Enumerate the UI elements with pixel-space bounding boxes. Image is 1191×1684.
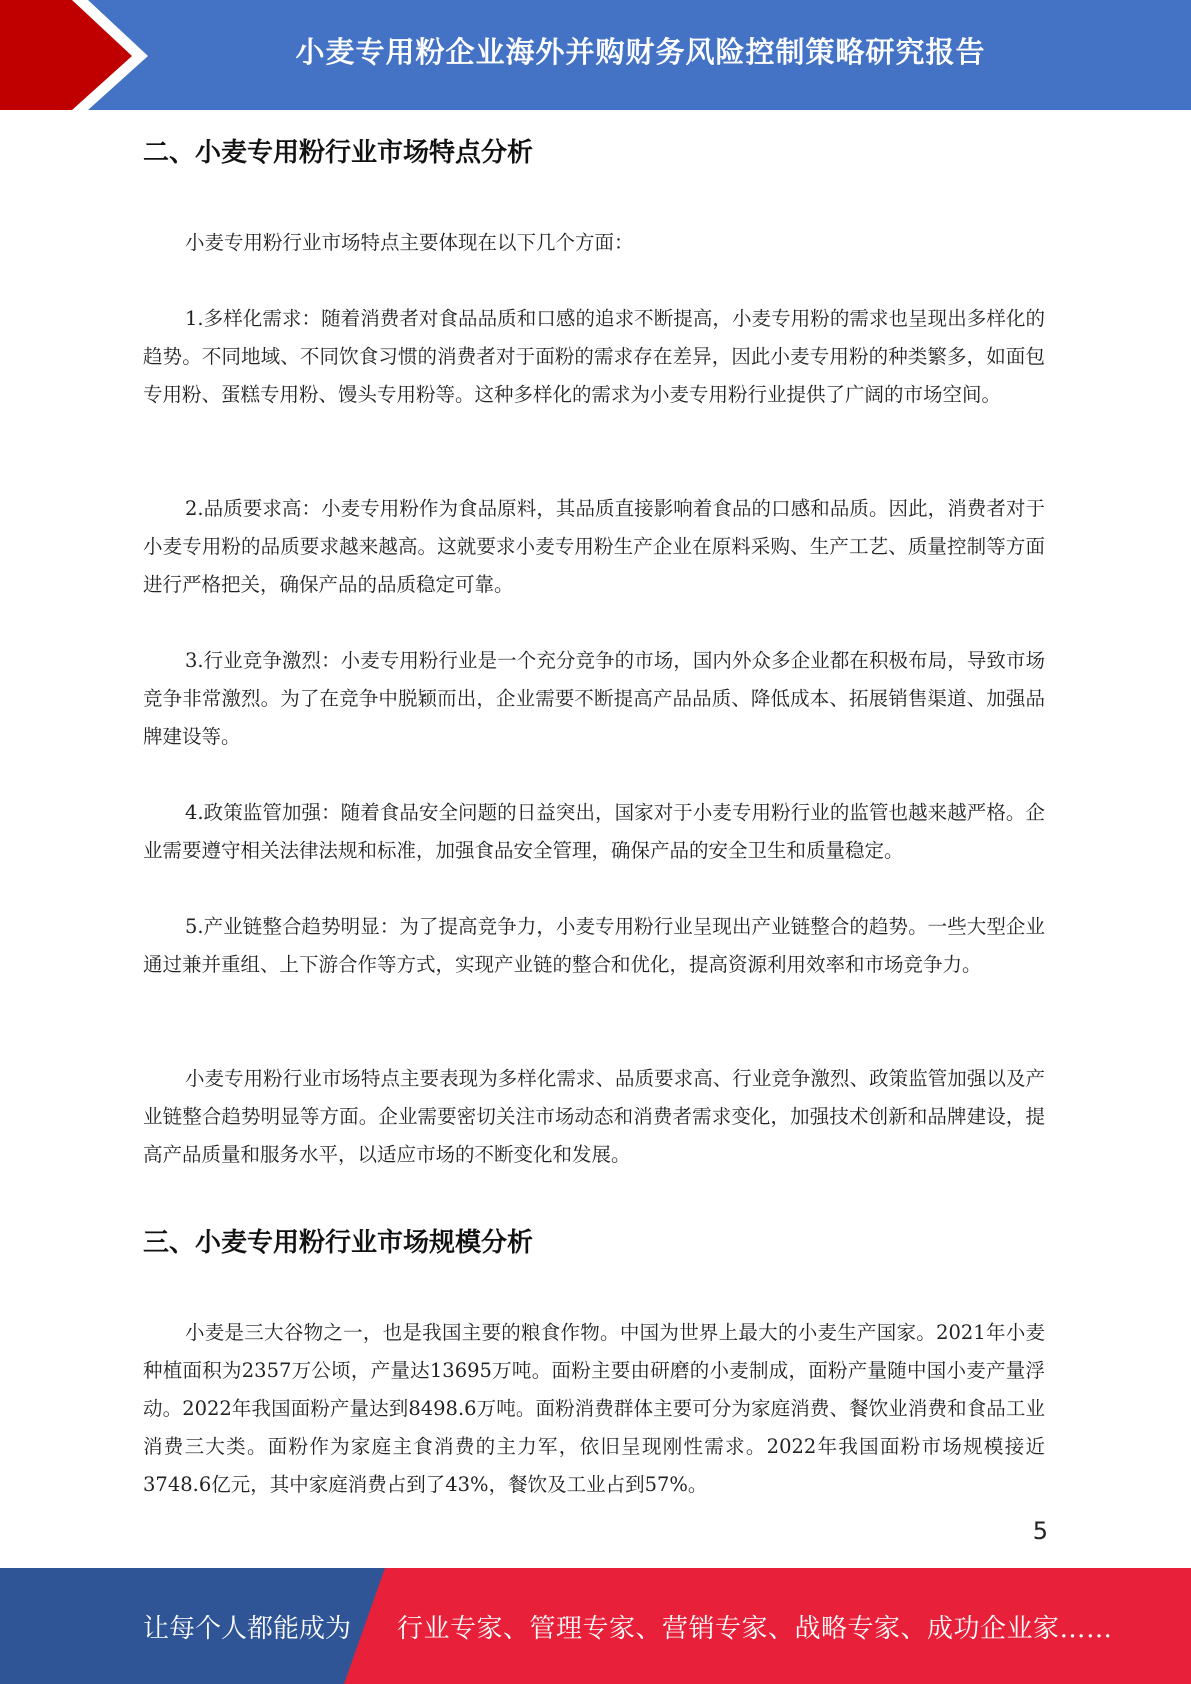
paragraph: 小麦专用粉行业市场特点主要体现在以下几个方面： (185, 231, 634, 254)
paragraph: 5.产业链整合趋势明显：为了提高竞争力，小麦专用粉行业呈现出产业链整合的趋势。一些大型企业通过兼并重组、上下游合作等方式，实现产业链的整合和优化，提高资源利用效率和市场竞争力。 (143, 915, 1045, 976)
header-arrow-decoration (0, 0, 160, 110)
section-heading: 二、小麦专用粉行业市场特点分析 (143, 138, 534, 168)
report-title: 小麦专用粉企业海外并购财务风险控制策略研究报告 (295, 34, 986, 69)
paragraph: 小麦专用粉行业市场特点主要表现为多样化需求、品质要求高、行业竞争激烈、政策监管加强以及产业链整合趋势明显等方面。企业需要密切关注市场动态和消费者需求变化，加强技术创新和品牌建设，提高产品质量和服务水平，以适应市场的不断变化和发展。 (143, 1067, 1045, 1166)
page-number: 5 (1032, 1517, 1048, 1545)
footer-roles: 行业专家、管理专家、营销专家、战略专家、成功企业家…… (397, 1613, 1113, 1644)
section-heading: 三、小麦专用粉行业市场规模分析 (143, 1228, 534, 1258)
header-banner (0, 0, 1191, 110)
footer-banner (0, 1568, 1191, 1684)
paragraph: 2.品质要求高：小麦专用粉作为食品原料，其品质直接影响着食品的口感和品质。因此，消费者对于小麦专用粉的品质要求越来越高。这就要求小麦专用粉生产企业在原料采购、生产工艺、质量控制等方面进行严格把关，确保产品的品质稳定可靠。 (143, 497, 1045, 596)
paragraph: 4.政策监管加强：随着食品安全问题的日益突出，国家对于小麦专用粉行业的监管也越来越严格。企业需要遵守相关法律法规和标准，加强食品安全管理，确保产品的安全卫生和质量稳定。 (143, 801, 1045, 862)
paragraph: 小麦是三大谷物之一，也是我国主要的粮食作物。中国为世界上最大的小麦生产国家。2021年小麦种植面积为2357万公顷，产量达13695万吨。面粉主要由研磨的小麦制成，面粉产量随中国小麦产量浮动。2022年我国面粉产量达到8498.6万吨。面粉消费群体主要可分为家庭消费、餐饮业消费和食品工业消费三大类。面粉作为家庭主食消费的主力军，依旧呈现刚性需求。2022年我国面粉市场规模接近3748.6亿元，其中家庭消费占到了43%，餐饮及工业占到57%。 (143, 1321, 1045, 1496)
paragraph: 1.多样化需求：随着消费者对食品品质和口感的追求不断提高，小麦专用粉的需求也呈现出多样化的趋势。不同地域、不同饮食习惯的消费者对于面粉的需求存在差异，因此小麦专用粉的种类繁多，如面包专用粉、蛋糕专用粉、馒头专用粉等。这种多样化的需求为小麦专用粉行业提供了广阔的市场空间。 (143, 307, 1045, 406)
footer-slogan: 让每个人都能成为 (143, 1613, 352, 1644)
paragraph: 3.行业竞争激烈：小麦专用粉行业是一个充分竞争的市场，国内外众多企业都在积极布局，导致市场竞争非常激烈。为了在竞争中脱颖而出，企业需要不断提高产品品质、降低成本、拓展销售渠道、加强品牌建设等。 (143, 649, 1045, 748)
